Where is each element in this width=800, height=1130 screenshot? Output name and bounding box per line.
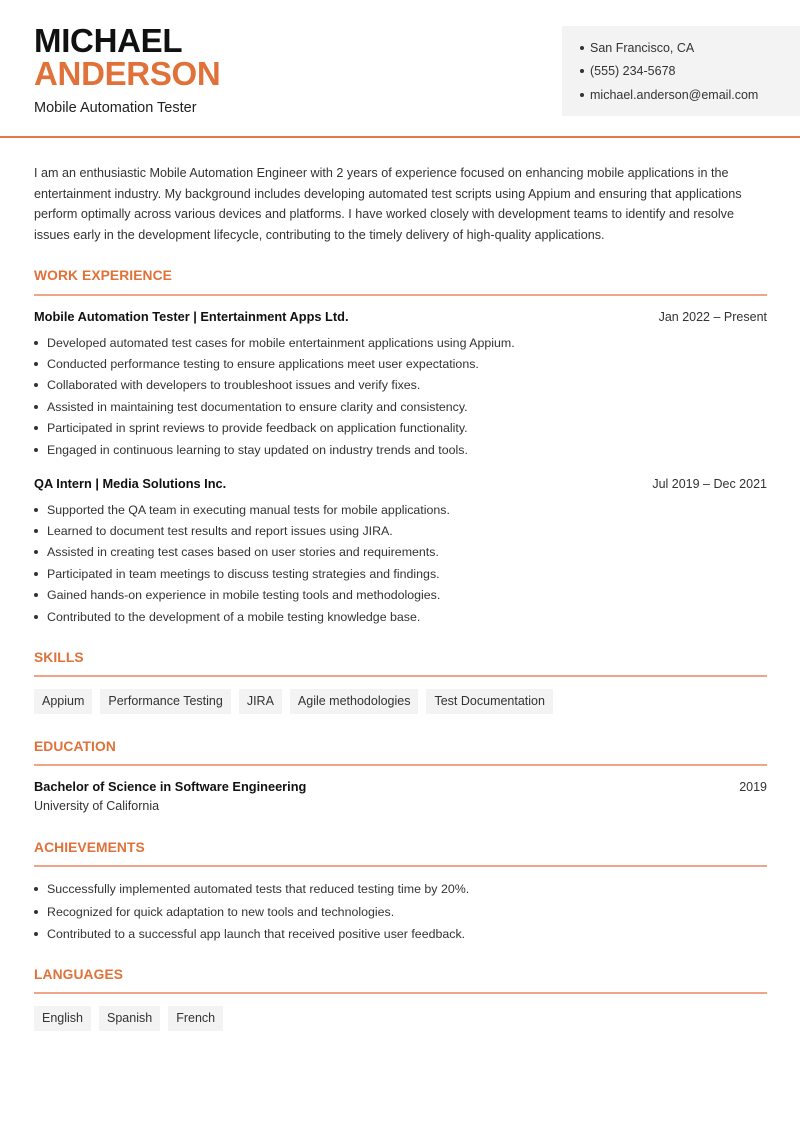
section-title-achievements: ACHIEVEMENTS — [34, 840, 145, 855]
bullet-icon — [34, 572, 38, 576]
bullet-icon — [34, 426, 38, 430]
job-role: QA Intern | Media Solutions Inc. — [34, 476, 227, 491]
section-divider — [34, 294, 767, 296]
bullet-icon — [34, 593, 38, 597]
skill-tag: Performance Testing — [100, 689, 230, 714]
bullet-icon — [34, 529, 38, 533]
bullet-text: Supported the QA team in executing manual tests for mobile applications. — [47, 502, 450, 517]
bullet-icon — [34, 615, 38, 619]
section-title-languages: LANGUAGES — [34, 967, 124, 982]
bullet-text: Contributed to the development of a mobile testing knowledge base. — [47, 609, 421, 624]
job-title: Mobile Automation Tester — [34, 100, 197, 116]
job-dates: Jul 2019 – Dec 2021 — [652, 477, 767, 491]
education-year: 2019 — [739, 780, 767, 794]
list-item — [34, 606, 767, 627]
bullet-icon — [34, 383, 38, 387]
contact-box — [562, 26, 800, 116]
bullet-text: Assisted in creating test cases based on user stories and requirements. — [47, 545, 439, 560]
language-tags — [34, 1006, 223, 1031]
bullet-text: Recognized for quick adaptation to new tools and technologies. — [47, 904, 395, 919]
section-title-work-experience: WORK EXPERIENCE — [34, 268, 172, 283]
bullet-icon — [580, 69, 584, 73]
list-item — [34, 585, 767, 606]
last-name: ANDERSON — [34, 55, 221, 92]
list-item — [34, 353, 767, 374]
contact-phone-text: (555) 234-5678 — [590, 64, 676, 79]
summary: I am an enthusiastic Mobile Automation Engineer with 2 years of experience focused on enhancing mobile applications in the entertainment industry. My background includes developing automated test scripts using Appium and ensuring that applications perform optimally across various devices and platforms. I have worked closely with development teams to identify and resolve issues early in the development lifecycle, contributing to the timely delivery of high-quality applications. — [34, 166, 742, 242]
section-title-education: EDUCATION — [34, 739, 116, 754]
education-header — [34, 779, 767, 794]
bullet-icon — [580, 93, 584, 97]
bullet-icon — [34, 910, 38, 914]
bullet-icon — [34, 932, 38, 936]
bullet-icon — [34, 405, 38, 409]
job-bullets — [34, 332, 767, 460]
bullet-text: Engaged in continuous learning to stay updated on industry trends and tools. — [47, 442, 468, 457]
list-item — [34, 542, 767, 563]
bullet-icon — [34, 362, 38, 366]
bullet-text: Collaborated with developers to troubleshoot issues and verify fixes. — [47, 378, 421, 393]
language-tag: French — [168, 1006, 223, 1031]
bullet-text: Participated in team meetings to discuss testing strategies and findings. — [47, 566, 440, 581]
bullet-text: Participated in sprint reviews to provide feedback on application functionality. — [47, 421, 468, 436]
language-tag: Spanish — [99, 1006, 160, 1031]
skills-tags — [34, 689, 553, 714]
section-divider — [34, 992, 767, 994]
list-item — [34, 563, 767, 584]
section-title-skills: SKILLS — [34, 650, 84, 665]
list-item — [34, 396, 767, 417]
bullet-text: Successfully implemented automated tests that reduced testing time by 20%. — [47, 882, 470, 897]
bullet-text: Assisted in maintaining test documentation to ensure clarity and consistency. — [47, 399, 468, 414]
bullet-text: Gained hands-on experience in mobile testing tools and methodologies. — [47, 588, 441, 603]
list-item — [34, 901, 767, 924]
job-header — [34, 476, 767, 491]
bullet-text: Conducted performance testing to ensure applications meet user expectations. — [47, 357, 479, 372]
bullet-icon — [34, 887, 38, 891]
contact-email-text[interactable]: michael.anderson@email.com — [590, 87, 759, 102]
first-name: MICHAEL — [34, 22, 183, 59]
resume-header — [0, 0, 800, 138]
education-degree: Bachelor of Science in Software Engineering — [34, 779, 307, 794]
contact-location-text: San Francisco, CA — [590, 40, 695, 55]
section-divider — [34, 865, 767, 867]
education-school: University of California — [34, 799, 160, 813]
achievements-list — [34, 878, 767, 946]
bullet-text: Contributed to a successful app launch that received positive user feedback. — [47, 927, 466, 942]
language-tag: English — [34, 1006, 91, 1031]
job-role: Mobile Automation Tester | Entertainment Apps Ltd. — [34, 309, 349, 324]
list-item — [34, 520, 767, 541]
list-item — [34, 923, 767, 946]
bullet-text: Developed automated test cases for mobile entertainment applications using Appium. — [47, 335, 515, 350]
list-item — [34, 499, 767, 520]
skill-tag: JIRA — [239, 689, 282, 714]
job-dates: Jan 2022 – Present — [658, 310, 767, 324]
list-item — [34, 878, 767, 901]
list-item — [34, 375, 767, 396]
bullet-icon — [34, 341, 38, 345]
contact-phone — [580, 60, 800, 84]
section-divider — [34, 675, 767, 677]
bullet-icon — [34, 550, 38, 554]
bullet-text: Learned to document test results and report issues using JIRA. — [47, 524, 393, 539]
bullet-icon — [580, 46, 584, 50]
bullet-icon — [34, 448, 38, 452]
skill-tag: Test Documentation — [426, 689, 552, 714]
skill-tag: Agile methodologies — [290, 689, 419, 714]
job-header — [34, 309, 767, 324]
list-item — [34, 332, 767, 353]
contact-email[interactable] — [580, 83, 800, 107]
skill-tag: Appium — [34, 689, 92, 714]
job-bullets — [34, 499, 767, 627]
list-item — [34, 439, 767, 460]
bullet-icon — [34, 508, 38, 512]
contact-location — [580, 36, 800, 60]
list-item — [34, 418, 767, 439]
section-divider — [34, 764, 767, 766]
